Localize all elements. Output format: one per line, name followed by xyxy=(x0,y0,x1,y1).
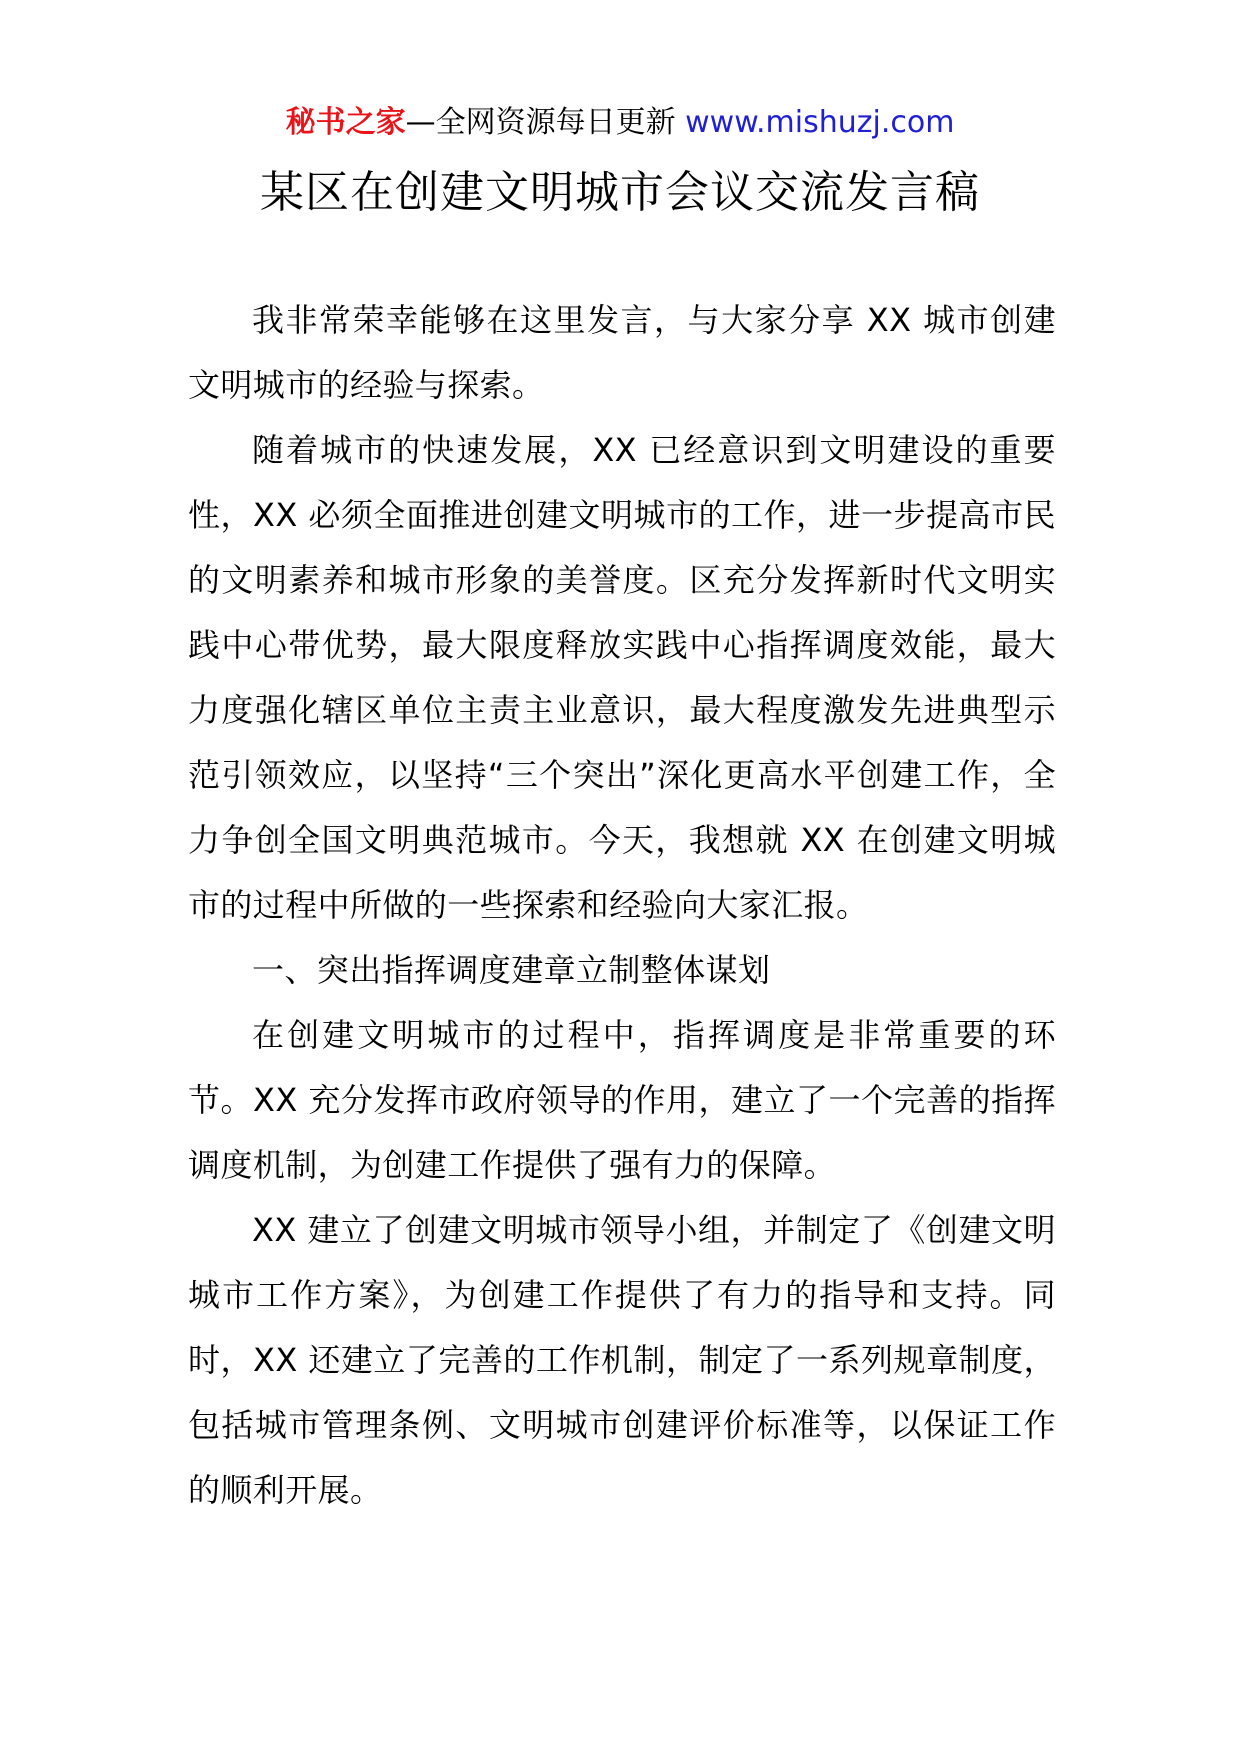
site-url-link[interactable]: www.mishuzj.com xyxy=(685,105,955,140)
document-body xyxy=(188,288,1056,1523)
paragraph-command: 在创建文明城市的过程中，指挥调度是非常重要的环节。XX 充分发挥市政府领导的作用，建立了一个完善的指挥调度机制，为创建工作提供了强有力的保障。 xyxy=(188,1016,1056,1184)
header-tagline: 全网资源每日更新 xyxy=(435,105,676,140)
paragraph-mechanism: XX 建立了创建文明城市领导小组，并制定了《创建文明城市工作方案》，为创建工作提供了有力的指导和支持。同时，XX 还建立了完善的工作机制，制定了一系列规章制度，包括城市管理条例、文明城市创建评价标准等，以保证工作的顺利开展。 xyxy=(188,1211,1056,1509)
paragraph-intro: 我非常荣幸能够在这里发言，与大家分享 XX 城市创建文明城市的经验与探索。 xyxy=(188,301,1056,404)
document-title: 某区在创建文明城市会议交流发言稿 xyxy=(260,167,980,218)
site-brand: 秘书之家 xyxy=(285,105,406,140)
paragraph-background: 随着城市的快速发展，XX 已经意识到文明建设的重要性，XX 必须全面推进创建文明城市的工作，进一步提高市民的文明素养和城市形象的美誉度。区充分发挥新时代文明实践中心带优势，最大限度释放实践中心指挥调度效能，最大力度强化辖区单位主责主业意识，最大程度激发先进典型示范引领效应，以坚持“三个突出”深化更高水平创建工作，全力争创全国文明典范城市。今天，我想就 XX 在创建文明城市的过程中所做的一些探索和经验向大家汇报。 xyxy=(188,431,1056,924)
site-header xyxy=(0,100,1240,146)
section-heading-1: 一、突出指挥调度建章立制整体谋划 xyxy=(252,951,771,989)
header-separator: — xyxy=(405,105,436,140)
